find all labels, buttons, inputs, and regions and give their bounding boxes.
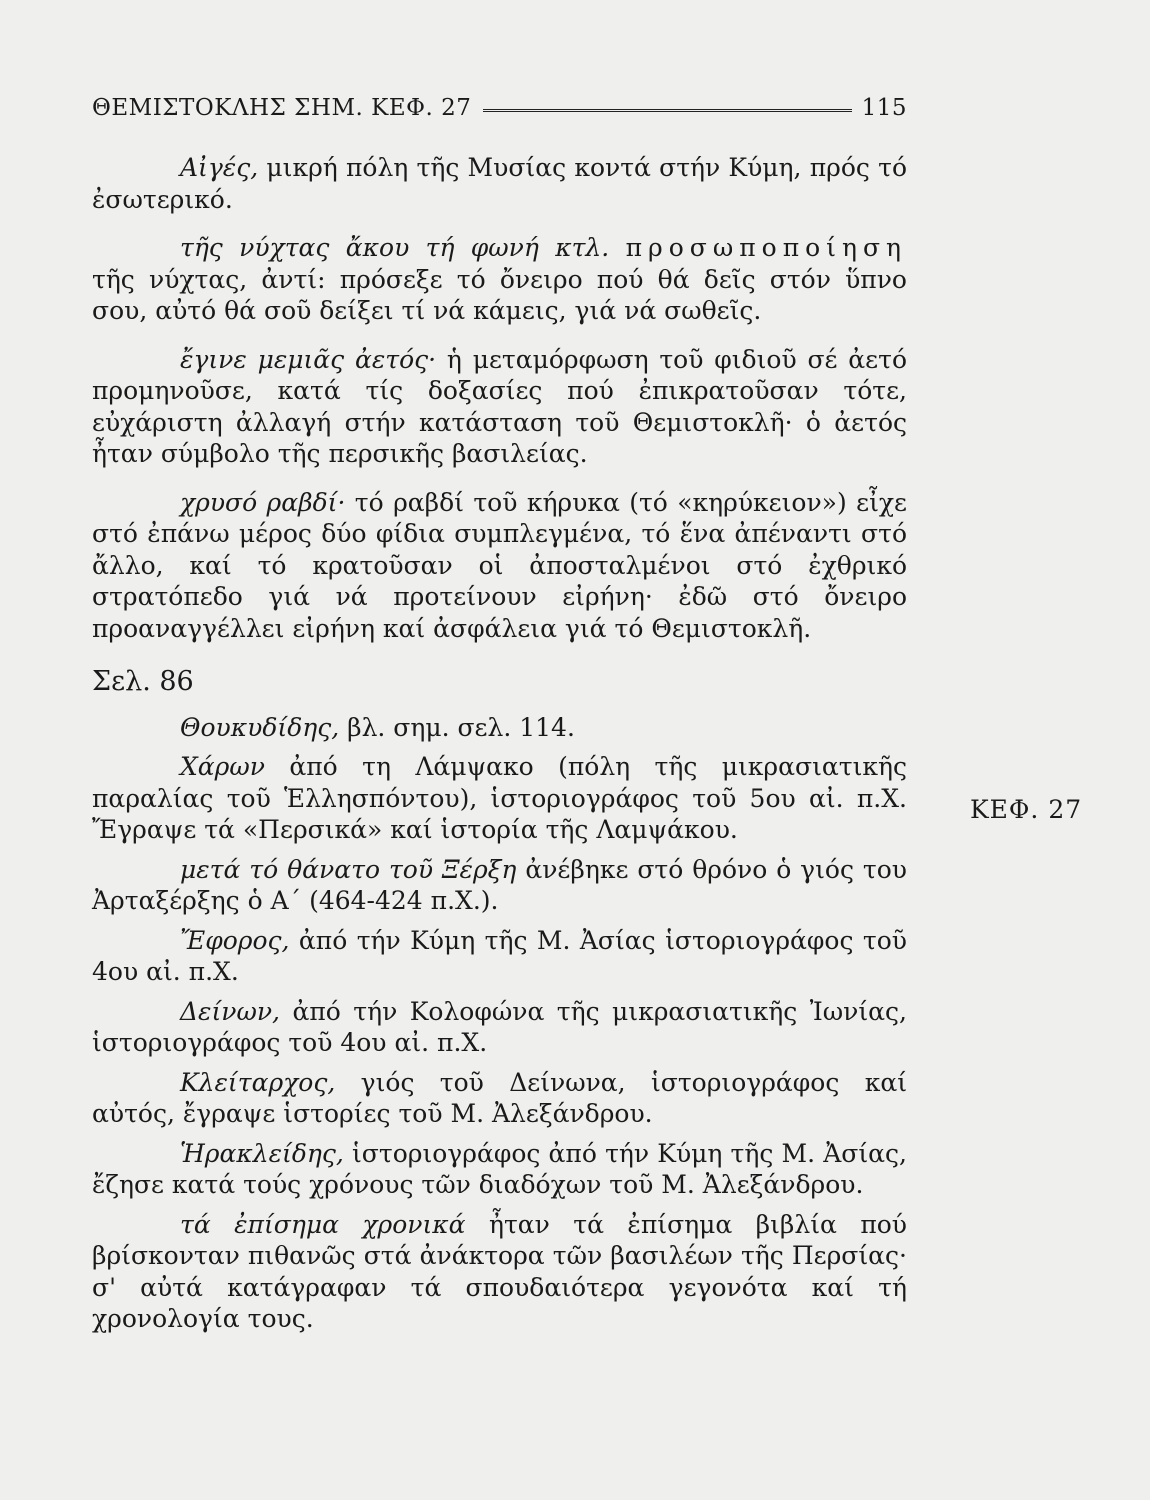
note-lemma: τῆς νύχτας ἄκου τή φωνή κτλ. xyxy=(180,233,610,262)
note-lemma: τά ἐπίσημα χρονικά xyxy=(180,1209,466,1239)
note-text: ἀπό τήν Κύμη τῆς Μ. Ἀσίας ἱστοριογράφος τοῦ 4ου αἰ. π.Χ. xyxy=(92,925,907,986)
note-text: ἀνέβηκε στό θρόνο ὁ γιός του Ἀρταξέρξης ὁ Α΄ (464-424 π.Χ.). xyxy=(92,854,907,915)
header-title: ΘΕΜΙΣΤΟΚΛΗΣ ΣΗΜ. ΚΕΦ. 27 xyxy=(92,95,472,121)
note-text: ἀπό τήν Κολοφώνα τῆς μικρασιατικῆς Ἰωνίας, ἱστοριογράφος τοῦ 4ου αἰ. π.Χ. xyxy=(92,996,907,1057)
commentary-body xyxy=(92,152,907,1343)
note-paragraph xyxy=(92,854,907,917)
note-lemma: ἔγινε μεμιᾶς ἀετός· xyxy=(180,344,437,374)
note-paragraph xyxy=(92,925,907,988)
note-term-spaced: προσωποποίηση xyxy=(625,233,907,262)
margin-chapter-label: ΚΕΦ. 27 xyxy=(970,795,1083,824)
note-lemma: Ἔφορος, xyxy=(180,925,290,955)
note-paragraph xyxy=(92,232,907,327)
note-text: ἀπό τη Λάμψακο (πόλη τῆς μικρασιατικῆς παραλίας τοῦ Ἑλλησπόντου), ἱστοριογράφος τοῦ 5ου αἰ. π.Χ. Ἔγραψε τά «Περσικά» καί ἱστορία τῆς Λαμψάκου. xyxy=(92,752,907,844)
note-paragraph xyxy=(92,712,907,744)
note-paragraph xyxy=(92,487,907,645)
note-paragraph xyxy=(92,344,907,470)
running-header xyxy=(92,88,907,128)
header-rule xyxy=(483,109,851,112)
note-paragraph xyxy=(92,1209,907,1335)
page-number: 115 xyxy=(861,95,907,121)
note-lemma: χρυσό ραβδί· xyxy=(180,487,346,517)
note-lemma: Θουκυδίδης, xyxy=(180,712,340,742)
note-lemma: Δείνων, xyxy=(180,996,280,1026)
note-text: ἦταν τά ἐπίσημα βιβλία πού βρίσκονταν πιθανῶς στά ἀνάκτορα τῶν βασιλέων τῆς Περσίας· σ' αὐτά κατάγραφαν τά σπουδαιότερα γεγονότα καί τή χρονολογία τους. xyxy=(92,1209,908,1333)
note-lemma: Ἡρακλείδης, xyxy=(180,1138,344,1168)
note-text: ἡ μεταμόρφωση τοῦ φιδιοῦ σέ ἀετό προμηνοῦσε, κατά τίς δοξασίες πού ἐπικρατοῦσαν τότε, εὐχάριστη ἀλλαγή στήν κατάσταση τοῦ Θεμιστοκλῆ· ὁ ἀετός ἦταν σύμβολο τῆς περσικῆς βασιλείας. xyxy=(92,344,907,468)
note-lemma: Αἰγές, xyxy=(180,153,259,182)
note-paragraph xyxy=(92,1138,907,1201)
note-paragraph xyxy=(92,996,907,1059)
note-paragraph xyxy=(92,751,907,846)
section-heading: Σελ. 86 xyxy=(92,666,194,697)
note-paragraph xyxy=(92,152,907,215)
note-lemma: μετά τό θάνατο τοῦ Ξέρξη xyxy=(180,854,517,884)
note-text: γιός τοῦ Δείνωνα, ἱστοριογράφος καί αὐτός, ἔγραψε ἱστορίες τοῦ Μ. Ἀλεξάνδρου. xyxy=(92,1067,907,1128)
note-text: βλ. σημ. σελ. 114. xyxy=(339,712,575,742)
note-paragraph xyxy=(92,1067,907,1130)
note-text: μικρή πόλη τῆς Μυσίας κοντά στήν Κύμη, πρός τό ἐσωτερικό. xyxy=(92,153,907,214)
note-text: τῆς νύχτας, ἀντί: πρόσεξε τό ὄνειρο πού θά δεῖς στόν ὕπνο σου, αὐτό θά σοῦ δείξει τί νά κάμεις, γιά νά σωθεῖς. xyxy=(92,264,907,325)
note-text: ἱστοριογράφος ἀπό τήν Κύμη τῆς Μ. Ἀσίας, ἔζησε κατά τούς χρόνους τῶν διαδόχων τοῦ Μ. Ἀλεξάνδρου. xyxy=(92,1138,907,1199)
note-text: τό ραβδί τοῦ κήρυκα (τό «κηρύκειον») εἶχε στό ἐπάνω μέρος δύο φίδια συμπλεγμένα, τό ἕνα ἀπέναντι στό ἄλλο, καί τό κρατοῦσαν οἱ ἀποσταλμένοι στό ἐχθρικό στρατόπεδο γιά νά προτείνουν εἰρήνη· ἐδῶ στό ὄνειρο προαναγγέλλει εἰρήνη καί ἀσφάλεια γιά τό Θεμιστοκλῆ. xyxy=(92,487,907,643)
note-lemma: Κλείταρχος, xyxy=(180,1067,336,1097)
note-lemma: Χάρων xyxy=(180,752,265,781)
